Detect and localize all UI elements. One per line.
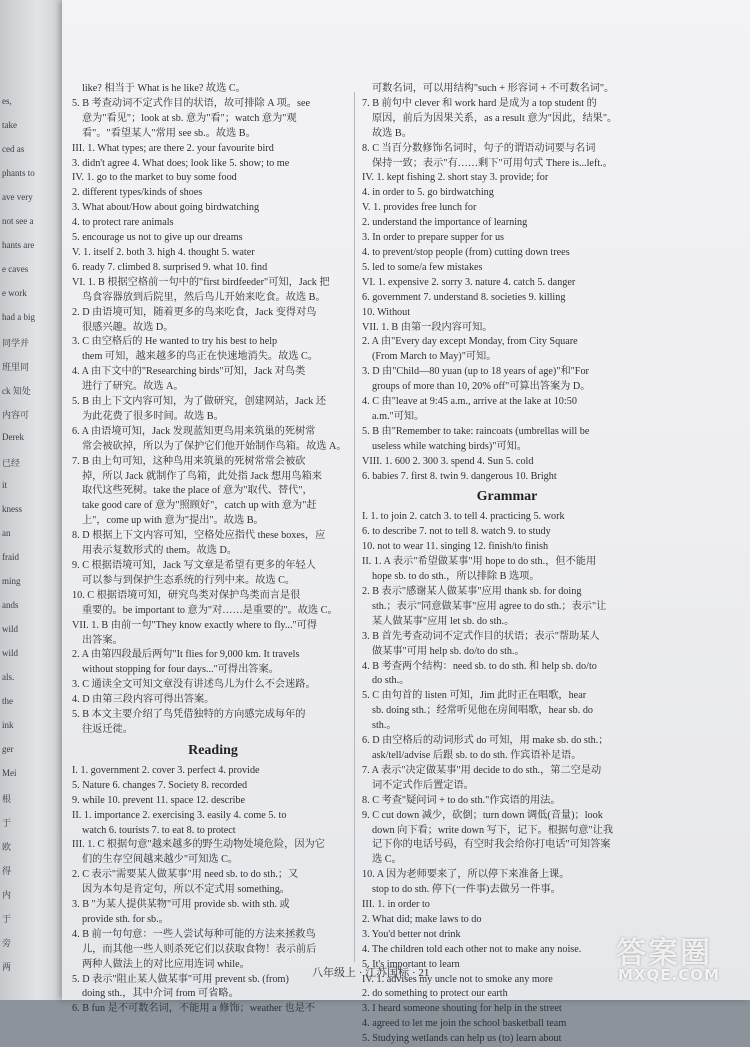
answer-line: 常会被砍掉，所以为了保护它们他开始制作鸟箱。故选 A。 (82, 440, 347, 452)
edge-text-fragment: an (2, 528, 11, 538)
answer-line: 4. B 前一句句意：一些人尝试每种可能的方法来拯救鸟 (72, 928, 316, 940)
answer-line: 3. D 由"Child—80 yuan (up to 18 years of age)"和"For (362, 366, 589, 378)
edge-text-fragment: take (2, 120, 17, 130)
section-heading: Grammar (476, 489, 538, 505)
edge-text-fragment: hants are (2, 240, 35, 250)
answer-line: take good care of 意为"照顾好"，catch up with 意为"赶 (82, 500, 317, 512)
answer-line: 可以参与到保护生态系统的行列中来。故选 C。 (82, 574, 296, 586)
edge-text-fragment: 同学并 (2, 338, 30, 348)
answer-line: VI. 1. B 根据空格前一句中的"first birdfeeder"可知，Jack 把 (72, 276, 330, 288)
edge-text-fragment: 于 (2, 914, 12, 924)
answer-line: 4. C 由"leave at 9:45 a.m., arrive at the lake at 10:50 (362, 396, 577, 408)
answer-line: 词不定式作后置定语。 (372, 779, 474, 791)
answer-line: III. 1. in order to (362, 899, 430, 911)
answer-line: 4. in order to 5. go birdwatching (362, 187, 494, 199)
answer-line: 进行了研究。故选 A。 (82, 381, 184, 393)
answer-line: II. 1. importance 2. exercising 3. easily 4. come 5. to (72, 809, 287, 821)
edge-text-fragment: 得 (2, 866, 12, 876)
answer-line: 6. B fun 是不可数名词，不能用 a 修饰；weather 也是不 (72, 1003, 316, 1015)
answer-line: 做某事"可用 help sb. do/to do sth.。 (372, 645, 525, 657)
edge-text-fragment: ming (2, 576, 21, 586)
answer-line: ask/tell/advise 后跟 sb. to do sth. 作宾语补足语。 (372, 749, 582, 761)
watermark-url: MXQE.COM (618, 966, 720, 984)
edge-text-fragment: 旁 (2, 938, 12, 948)
answer-line: 出答案。 (82, 634, 123, 646)
answer-line: 两种人做法上的对比应用连词 while。 (82, 958, 250, 970)
answer-line: 10. A 因为老师要来了，所以停下来准备上课。 (362, 869, 570, 881)
answer-line: 儿，而其他一些人则杀死它们以获取食物！表示前后 (82, 943, 317, 955)
answer-line: 9. while 10. prevent 11. space 12. describe (72, 794, 246, 806)
column-divider (354, 92, 355, 962)
answer-line: 掉，所以 Jack 就制作了鸟箱，此处指 Jack 想用鸟箱来 (82, 470, 322, 482)
answer-line: 8. C 当百分数修饰名词时，句子的谓语动词要与名词 (362, 142, 596, 154)
answer-line: groups of more than 10, 20% off"可算出答案为 D。 (372, 381, 591, 393)
answer-line: 7. B 前句中 clever 和 work hard 是成为 a top student 的 (362, 97, 597, 109)
answer-line: sth.；表示"同意做某事"应用 agree to do sth.；表示"让 (372, 600, 607, 612)
answer-line: 5. Nature 6. changes 7. Society 8. recorded (72, 779, 248, 791)
answer-line: stop to do sth. 停下(一件事)去做另一件事。 (372, 884, 561, 896)
answer-line: 5. led to some/a few mistakes (362, 261, 483, 273)
answer-line: 5. It's important to learn (362, 958, 460, 970)
edge-text-fragment: 于 (2, 818, 12, 828)
answer-line: provide sth. for sb.。 (82, 913, 169, 925)
answer-line: 某人做某事"应用 let sb. do sth.。 (372, 615, 515, 627)
answer-line: them 可知，越来越多的鸟正在快速地消失。故选 C。 (82, 351, 319, 363)
answer-line: 2. different types/kinds of shoes (72, 187, 203, 199)
previous-page-edge (0, 0, 62, 1000)
answer-line: 5. B 由"Remember to take: raincoats (umbrellas will be (362, 425, 590, 437)
answer-line: 6. ready 7. climbed 8. surprised 9. what 10. find (72, 261, 268, 273)
answer-line: 2. A 由"Every day except Monday, from City Square (362, 336, 578, 348)
answer-line: 6. D 由空格后的动词形式 do 可知，用 make sb. do sth.； (362, 735, 609, 747)
answer-line: 2. B 表示"感谢某人做某事"应用 thank sb. for doing (362, 586, 582, 597)
answer-key-page (62, 0, 750, 1045)
answer-line: 5. C 由句首的 listen 可知，Jim 此时正在唱歌，hear (362, 690, 587, 702)
answer-line: I. 1. government 2. cover 3. perfect 4. provide (72, 764, 260, 776)
answer-line: 4. D 由第三段内容可得出答案。 (72, 694, 215, 706)
answer-line: 3. didn't agree 4. What does; look like 5. show; to me (72, 157, 290, 169)
answer-line: 4. to prevent/stop people (from) cutting down trees (362, 246, 570, 258)
edge-text-fragment: had a big (2, 312, 35, 322)
answer-line: IV. 1. go to the market to buy some food (72, 172, 237, 184)
answer-line: 保持一致；表示"有……剩下"可用句式 There is...left.。 (372, 157, 613, 169)
answer-line: 用表示复数形式的 them。故选 D。 (82, 545, 238, 557)
edge-text-fragment: ink (2, 720, 14, 730)
answer-line: 5. D 表示"阻止某人做某事"可用 prevent sb. (from) (72, 973, 289, 985)
answer-line: 重要的。be important to 意为"对……是重要的"。故选 C。 (82, 604, 338, 616)
answer-line: 5. Studying wetlands can help us (to) learn about (362, 1033, 562, 1045)
answer-line: 3. B 首先考查动词不定式作目的状语；表示"帮助某人 (362, 630, 600, 642)
answer-line: 为此花费了很多时间。故选 B。 (82, 410, 224, 422)
answer-line: IV. 1. advises my uncle not to smoke any more (362, 973, 553, 985)
answer-line: V. 1. provides free lunch for (362, 202, 477, 214)
answer-line: sth.。 (372, 720, 397, 732)
edge-text-fragment: ced as (2, 144, 25, 154)
left-column (72, 82, 354, 1017)
answer-line: 5. B 本文主要介绍了鸟凭借独特的方向感完成每年的 (72, 709, 306, 721)
answer-line: 2. D 由语境可知，随着更多的鸟来吃食，Jack 变得对鸟 (72, 306, 317, 318)
answer-line: 6. babies 7. first 8. twin 9. dangerous 10. Bright (362, 470, 557, 482)
answer-line: 看"。"看望某人"常用 see sb.。故选 B。 (82, 127, 256, 139)
edge-text-fragment: 根 (2, 794, 12, 804)
answer-line: (From March to May)"可知。 (372, 351, 497, 363)
answer-line: 5. B 考查动词不定式作目的状语，故可排除 A 项。see (72, 97, 310, 109)
answer-line: 取代这些死树。take the place of 意为"取代、替代"， (82, 485, 313, 497)
edge-text-fragment: phants to (2, 168, 35, 178)
edge-text-fragment: ave very (2, 192, 33, 202)
watermark-logo (612, 928, 744, 994)
answer-line: 意为"看见"；look at sb. 意为"看"；watch 意为"观 (82, 112, 297, 124)
answer-line: hope sb. to do sth.，所以排除 B 选项。 (372, 571, 540, 583)
edge-text-fragment: 欧 (2, 842, 12, 852)
answer-line: I. 1. to join 2. catch 3. to tell 4. practicing 5. work (362, 511, 565, 523)
answer-line: 3. C 通读全文可知文章没有讲述鸟儿为什么不会迷路。 (72, 679, 316, 691)
edge-text-fragment: the (2, 696, 13, 706)
answer-line: 10. not to wear 11. singing 12. finish/to finish (362, 541, 549, 553)
answer-line: down 向下看；write down 写下，记下。根据句意"让我 (372, 824, 614, 836)
answer-line: 3. In order to prepare supper for us (362, 232, 505, 244)
edge-text-fragment: e work (2, 288, 27, 298)
edge-text-fragment: wild (2, 624, 19, 634)
answer-line: 6. to describe 7. not to tell 8. watch 9. to study (362, 526, 551, 538)
answer-line: 3. I heard someone shouting for help in the street (362, 1003, 562, 1015)
edge-text-fragment: als. (2, 672, 15, 682)
answer-line: 4. B 考查两个结构：need sb. to do sth. 和 help sb. do/to (362, 660, 597, 672)
edge-text-fragment: fraid (2, 552, 19, 562)
watermark-text: 答案圈 (616, 936, 712, 971)
answer-line: 10. Without (362, 306, 411, 318)
answer-line: 2. C 表示"需要某人做某事"用 need sb. to do sth.；又 (72, 869, 299, 881)
answer-line: II. 1. A 表示"希望做某事"用 hope to do sth.，但不能用 (362, 556, 597, 568)
answer-line: 故选 B。 (372, 127, 412, 139)
answer-line: 3. You'd better not drink (362, 928, 461, 940)
answer-line: 很感兴趣。故选 D。 (82, 321, 174, 333)
answer-line: 往返迁徙。 (82, 723, 133, 735)
edge-text-fragment: kness (2, 504, 22, 514)
answer-line: 原因，前后为因果关系，as a result 意为"因此，结果"。 (372, 112, 618, 124)
answer-line: V. 1. itself 2. both 3. high 4. thought 5. water (72, 246, 255, 258)
answer-line: 上"，come up with 意为"提出"。故选 B。 (82, 515, 264, 527)
edge-text-fragment: 内 (2, 890, 12, 900)
answer-line: III. 1. What types; are there 2. your favourite bird (72, 142, 274, 154)
answer-line: 4. agreed to let me join the school basketball team (362, 1018, 567, 1030)
answer-line: 4. to protect rare animals (72, 217, 174, 229)
answer-line: 3. B "为某人提供某物"可用 provide sb. with sth. 或 (72, 899, 290, 911)
answer-line: VIII. 1. 600 2. 300 3. spend 4. Sun 5. cold (362, 455, 534, 467)
right-column (362, 82, 652, 1047)
answer-line: 7. A 表示"决定做某事"用 decide to do sth.，第二空是动 (362, 764, 602, 776)
edge-text-fragment: Mei (2, 768, 17, 778)
answer-line: 2. do something to protect our earth (362, 988, 508, 1000)
answer-line: IV. 1. kept fishing 2. short stay 3. provide; for (362, 172, 549, 184)
answer-line: 鸟食容器放到后院里，然后鸟儿开始来吃食。故选 B。 (82, 291, 326, 303)
section-heading: Reading (188, 742, 238, 758)
answer-line: 2. understand the importance of learning (362, 217, 528, 229)
page-footer: 八年级上 · 江苏国标 · 21 (312, 967, 430, 979)
answer-line: 记下你的电话号码，有空时我会给你打电话"可知答案 (372, 839, 611, 851)
answer-line: useless while watching birds)"可知。 (372, 440, 527, 452)
answer-line: watch 6. tourists 7. to eat 8. to protect (82, 824, 236, 836)
answer-line: 因为本句是肯定句，所以不定式用 something。 (82, 884, 290, 896)
answer-line: 7. B 由上句可知，这种鸟用来筑巢的死树常常会被砍 (72, 455, 306, 467)
answer-line: 5. B 由上下文内容可知，为了做研究，创建网站，Jack 还 (72, 396, 327, 408)
answer-line: 8. D 根据上下文内容可知，空格处应指代 these boxes，应 (72, 530, 326, 542)
answer-line: III. 1. C 根据句意"越来越多的野生动物处境危险，因为它 (72, 839, 325, 851)
edge-text-fragment: es, (2, 96, 12, 106)
answer-line: 9. C cut down 减少，砍倒；turn down 调低(音量)；look (362, 809, 603, 821)
answer-line: like? 相当于 What is he like? 故选 C。 (82, 83, 246, 94)
answer-line: doing sth.，其中介词 from 可省略。 (82, 988, 239, 1000)
answer-line: without stopping for four days..."可得出答案。 (82, 664, 279, 676)
edge-text-fragment: ands (2, 600, 19, 610)
answer-line: 2. A 由第四段最后两句"It flies for 9,000 km. It travels (72, 649, 300, 661)
answer-line: do sth.。 (372, 675, 410, 687)
answer-line: 6. A 由语境可知，Jack 发现蓝知更鸟用来筑巢的死树常 (72, 425, 316, 437)
edge-text-fragment: it (2, 480, 8, 490)
edge-text-fragment: 内容可 (2, 410, 30, 420)
edge-text-fragment: not see a (2, 216, 34, 226)
answer-line: VII. 1. B 由前一句"They know exactly where to fly..."可得 (72, 619, 318, 631)
edge-text-fragment: e caves (2, 264, 29, 274)
answer-line: 4. A 由下文中的"Researching birds"可知，Jack 对鸟类 (72, 366, 306, 378)
answer-line: 可数名词，可以用结构"such + 形容词 + 不可数名词"。 (372, 83, 615, 94)
edge-text-fragment: 已经 (2, 458, 21, 468)
edge-text-fragment: ck 知处 (2, 386, 31, 396)
answer-line: VI. 1. expensive 2. sorry 3. nature 4. catch 5. danger (362, 276, 576, 288)
answer-line: 2. What did; make laws to do (362, 913, 482, 925)
answer-line: sb. doing sth.；经常听见他在房间唱歌，hear sb. do (372, 705, 594, 717)
answer-line: 6. government 7. understand 8. societies 9. killing (362, 291, 566, 303)
answer-line: a.m."可知。 (372, 410, 425, 422)
answer-line: 3. What about/How about going birdwatching (72, 202, 260, 214)
edge-text-fragment: ger (2, 744, 14, 754)
answer-line: 5. encourage us not to give up our dreams (72, 232, 243, 244)
answer-line: 3. C 由空格后的 He wanted to try his best to help (72, 336, 278, 348)
edge-text-fragment: Derek (2, 432, 24, 442)
answer-line: 选 C。 (372, 854, 402, 866)
answer-line: 们的生存空间越来越少"可知选 C。 (82, 854, 239, 866)
answer-line: 4. The children told each other not to make any noise. (362, 943, 582, 955)
answer-line: 10. C 根据语境可知，研究鸟类对保护鸟类而言是很 (72, 589, 301, 601)
edge-text-fragment: 班里同 (2, 362, 30, 372)
edge-text-fragment: wild (2, 648, 19, 658)
edge-text-fragment: 两 (2, 962, 12, 972)
answer-line: VII. 1. B 由第一段内容可知。 (362, 321, 493, 333)
answer-line: 8. C 考查"疑问词 + to do sth."作宾语的用法。 (362, 794, 561, 806)
answer-line: 9. C 根据语境可知，Jack 写文章是希望有更多的年轻人 (72, 560, 316, 571)
